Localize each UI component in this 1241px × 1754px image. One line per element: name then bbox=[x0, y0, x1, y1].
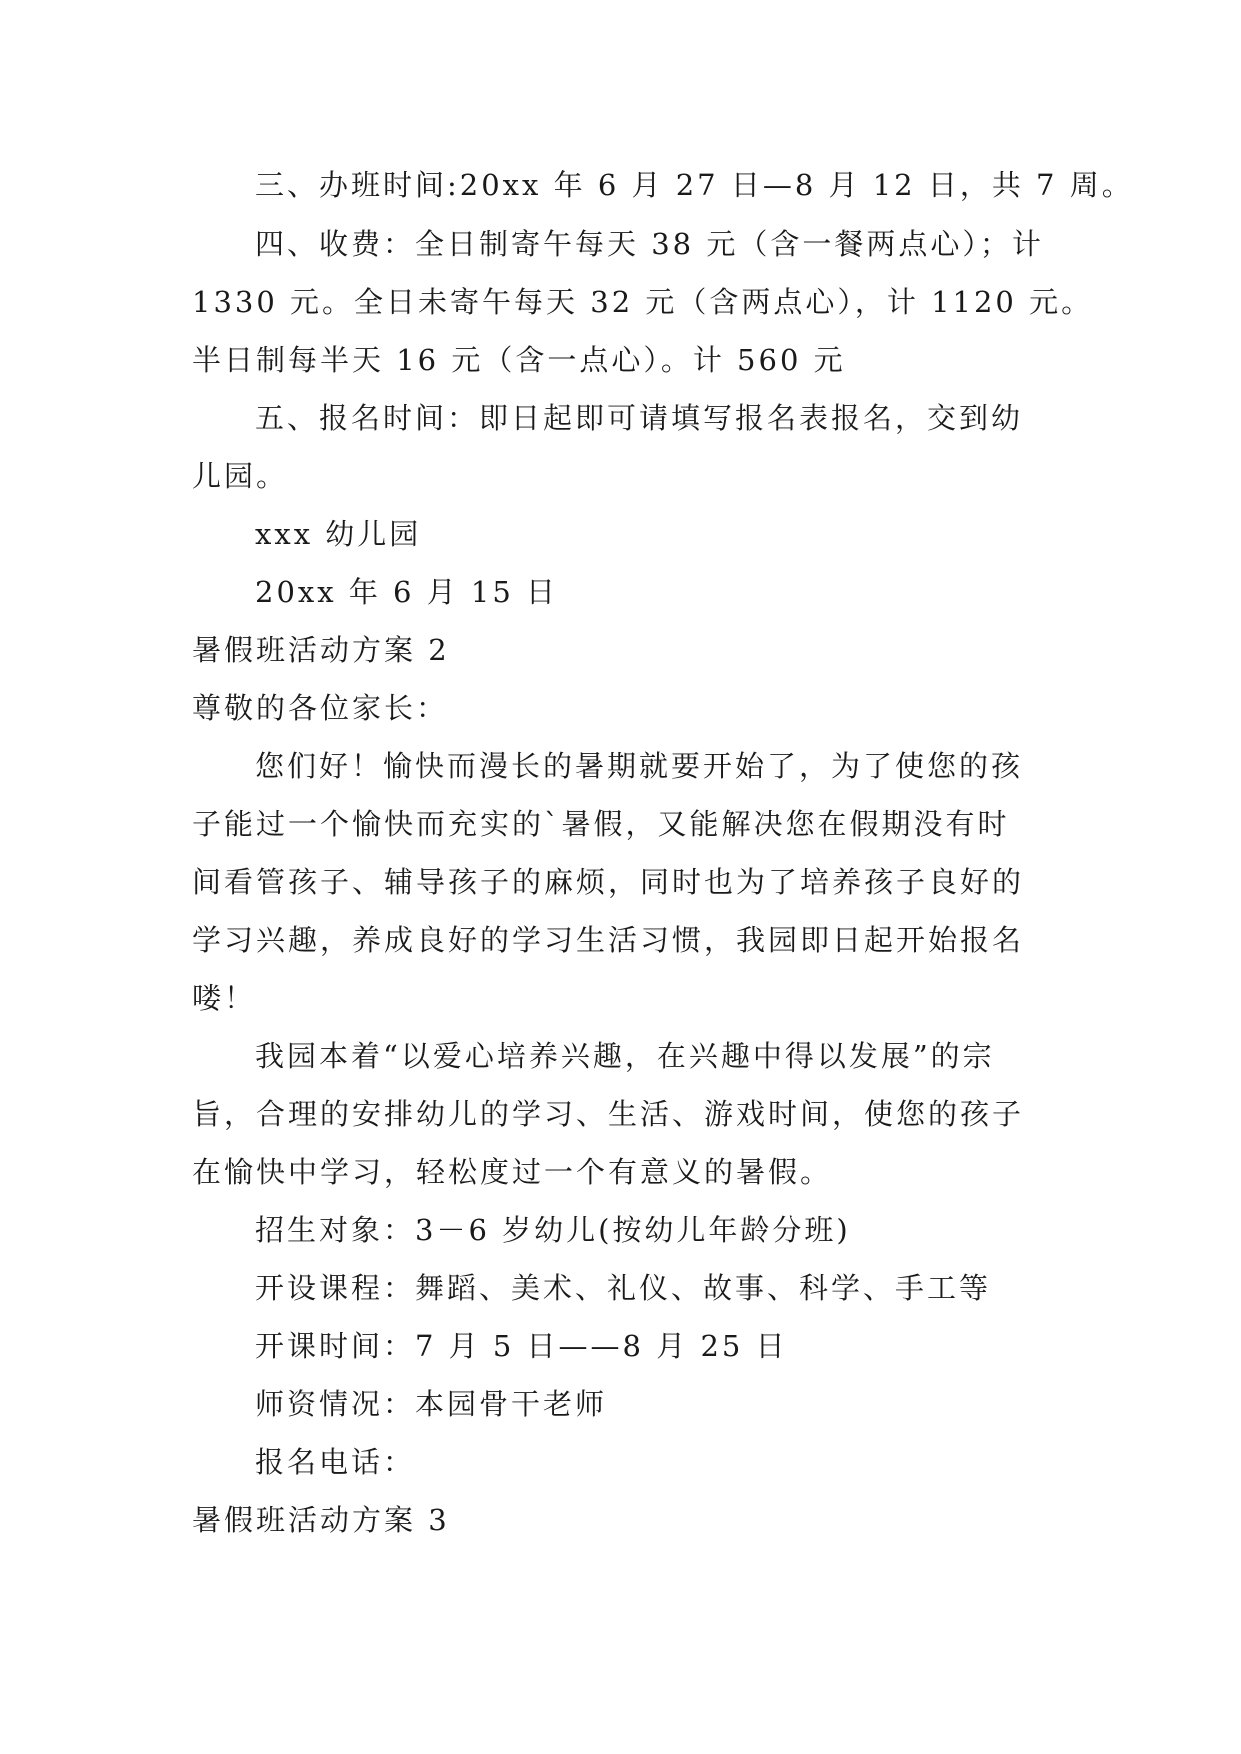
teachers-info: 师资情况：本园骨干老师 bbox=[255, 1387, 608, 1421]
section-heading-2: 暑假班活动方案 2 bbox=[192, 633, 450, 667]
class-dates: 开课时间：7 月 5 日——8 月 25 日 bbox=[255, 1329, 788, 1363]
section-heading-3: 暑假班活动方案 3 bbox=[192, 1503, 450, 1537]
courses-offered: 开设课程：舞蹈、美术、礼仪、故事、科学、手工等 bbox=[255, 1271, 992, 1305]
paragraph-schedule: 三、办班时间:20xx 年 6 月 27 日—8 月 12 日，共 7 周。 bbox=[255, 168, 1134, 202]
signature-kindergarten: xxx 幼儿园 bbox=[255, 517, 422, 551]
paragraph-intro-cont-4: 喽！ bbox=[192, 981, 257, 1015]
paragraph-intro-cont-3: 学习兴趣，养成良好的学习生活习惯，我园即日起开始报名 bbox=[192, 923, 1025, 957]
paragraph-purpose-cont-2: 在愉快中学习，轻松度过一个有意义的暑假。 bbox=[192, 1155, 833, 1189]
paragraph-fees: 四、收费：全日制寄午每天 38 元（含一餐两点心）；计 bbox=[255, 227, 1044, 261]
paragraph-purpose: 我园本着“以爱心培养兴趣，在兴趣中得以发展”的宗 bbox=[255, 1039, 995, 1073]
signature-date: 20xx 年 6 月 15 日 bbox=[255, 575, 559, 609]
paragraph-intro-cont-2: 间看管孩子、辅导孩子的麻烦，同时也为了培养孩子良好的 bbox=[192, 865, 1025, 899]
paragraph-purpose-cont-1: 旨，合理的安排幼儿的学习、生活、游戏时间，使您的孩子 bbox=[192, 1097, 1025, 1131]
paragraph-fees-cont-1: 1330 元。全日未寄午每天 32 元（含两点心），计 1120 元。 bbox=[192, 285, 1094, 319]
paragraph-registration: 五、报名时间：即日起即可请填写报名表报名，交到幼 bbox=[255, 401, 1024, 435]
paragraph-intro: 您们好！愉快而漫长的暑期就要开始了，为了使您的孩 bbox=[255, 749, 1024, 783]
salutation: 尊敬的各位家长： bbox=[192, 691, 449, 725]
paragraph-registration-cont: 儿园。 bbox=[192, 459, 289, 493]
registration-phone: 报名电话： bbox=[255, 1445, 416, 1479]
paragraph-intro-cont-1: 子能过一个愉快而充实的`暑假，又能解决您在假期没有时 bbox=[192, 807, 1010, 841]
paragraph-fees-cont-2: 半日制每半天 16 元（含一点心）。计 560 元 bbox=[192, 343, 846, 377]
enrollment-target: 招生对象：3－6 岁幼儿(按幼儿年龄分班) bbox=[255, 1213, 851, 1247]
